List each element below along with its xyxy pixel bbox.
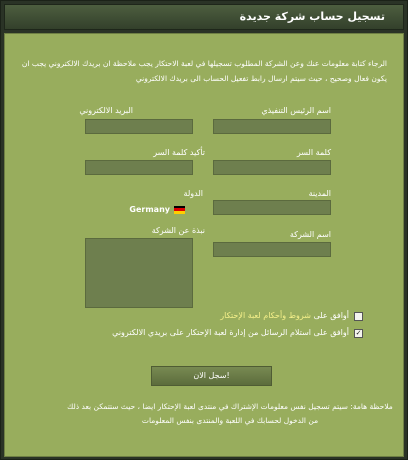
company-bio-textarea[interactable] [85, 238, 193, 308]
password-confirm-label: تأكيد كلمة السر [153, 148, 205, 157]
messages-agreement-row [63, 325, 363, 340]
terms-link[interactable]: شروط وأحكام لعبة الإحتكار [220, 311, 312, 320]
company-bio-label: نبذة عن الشركة [151, 226, 205, 235]
ceo-name-input[interactable] [213, 119, 331, 134]
password-label: كلمة السر [296, 148, 331, 157]
register-button[interactable]: سجل الان! [151, 366, 272, 386]
ceo-name-label: اسم الرئيس التنفيذي [261, 106, 331, 115]
password-input[interactable] [213, 160, 331, 175]
country-select[interactable] [129, 205, 185, 214]
important-note: ملاحظة هامة: سيتم تسجيل نفس معلومات الإشتراك في منتدى لعبة الإحتكار ايضا ، حيث ستتمكن بعد ذلك من الدخول لحسابك في اللعبة والمنتدى بنفس المعلومات [67, 402, 393, 425]
password-confirm-input[interactable] [85, 160, 193, 175]
messages-checkbox[interactable]: ✓ [355, 329, 362, 337]
company-name-label: اسم الشركة [289, 230, 331, 239]
registration-form-panel [4, 33, 404, 457]
terms-prefix: أوافق على [313, 311, 349, 320]
city-label: المدينة [308, 189, 331, 198]
title-bar [4, 4, 404, 30]
company-name-input[interactable] [213, 242, 331, 257]
city-input[interactable] [213, 200, 331, 215]
window-title: تسجيل حساب شركة جديدة [239, 10, 385, 23]
terms-checkbox[interactable] [354, 312, 363, 321]
email-input[interactable] [85, 119, 193, 134]
intro-text: الرجاء كتابة معلومات عنك وعن الشركة المطلوب تسجيلها في لعبة الاحتكار يجب ملاحظة ان بريدك الالكتروني يجب ان يكون فعال وصحيح ، حيث سيتم ارسال رابط تفعيل الحساب الى بريدك الالكتروني [21, 59, 387, 83]
flag-stripe-gold [174, 211, 185, 214]
country-value: Germany [129, 205, 170, 214]
terms-text [220, 308, 349, 323]
country-label: الدولة [183, 189, 203, 198]
terms-agreement-row [63, 308, 363, 323]
email-label: البريد الالكتروني [79, 106, 133, 115]
germany-flag-icon [174, 206, 185, 214]
messages-text: أوافق على استلام الرسائل من إدارة لعبة الإحتكار على بريدي الالكتروني [112, 328, 349, 337]
